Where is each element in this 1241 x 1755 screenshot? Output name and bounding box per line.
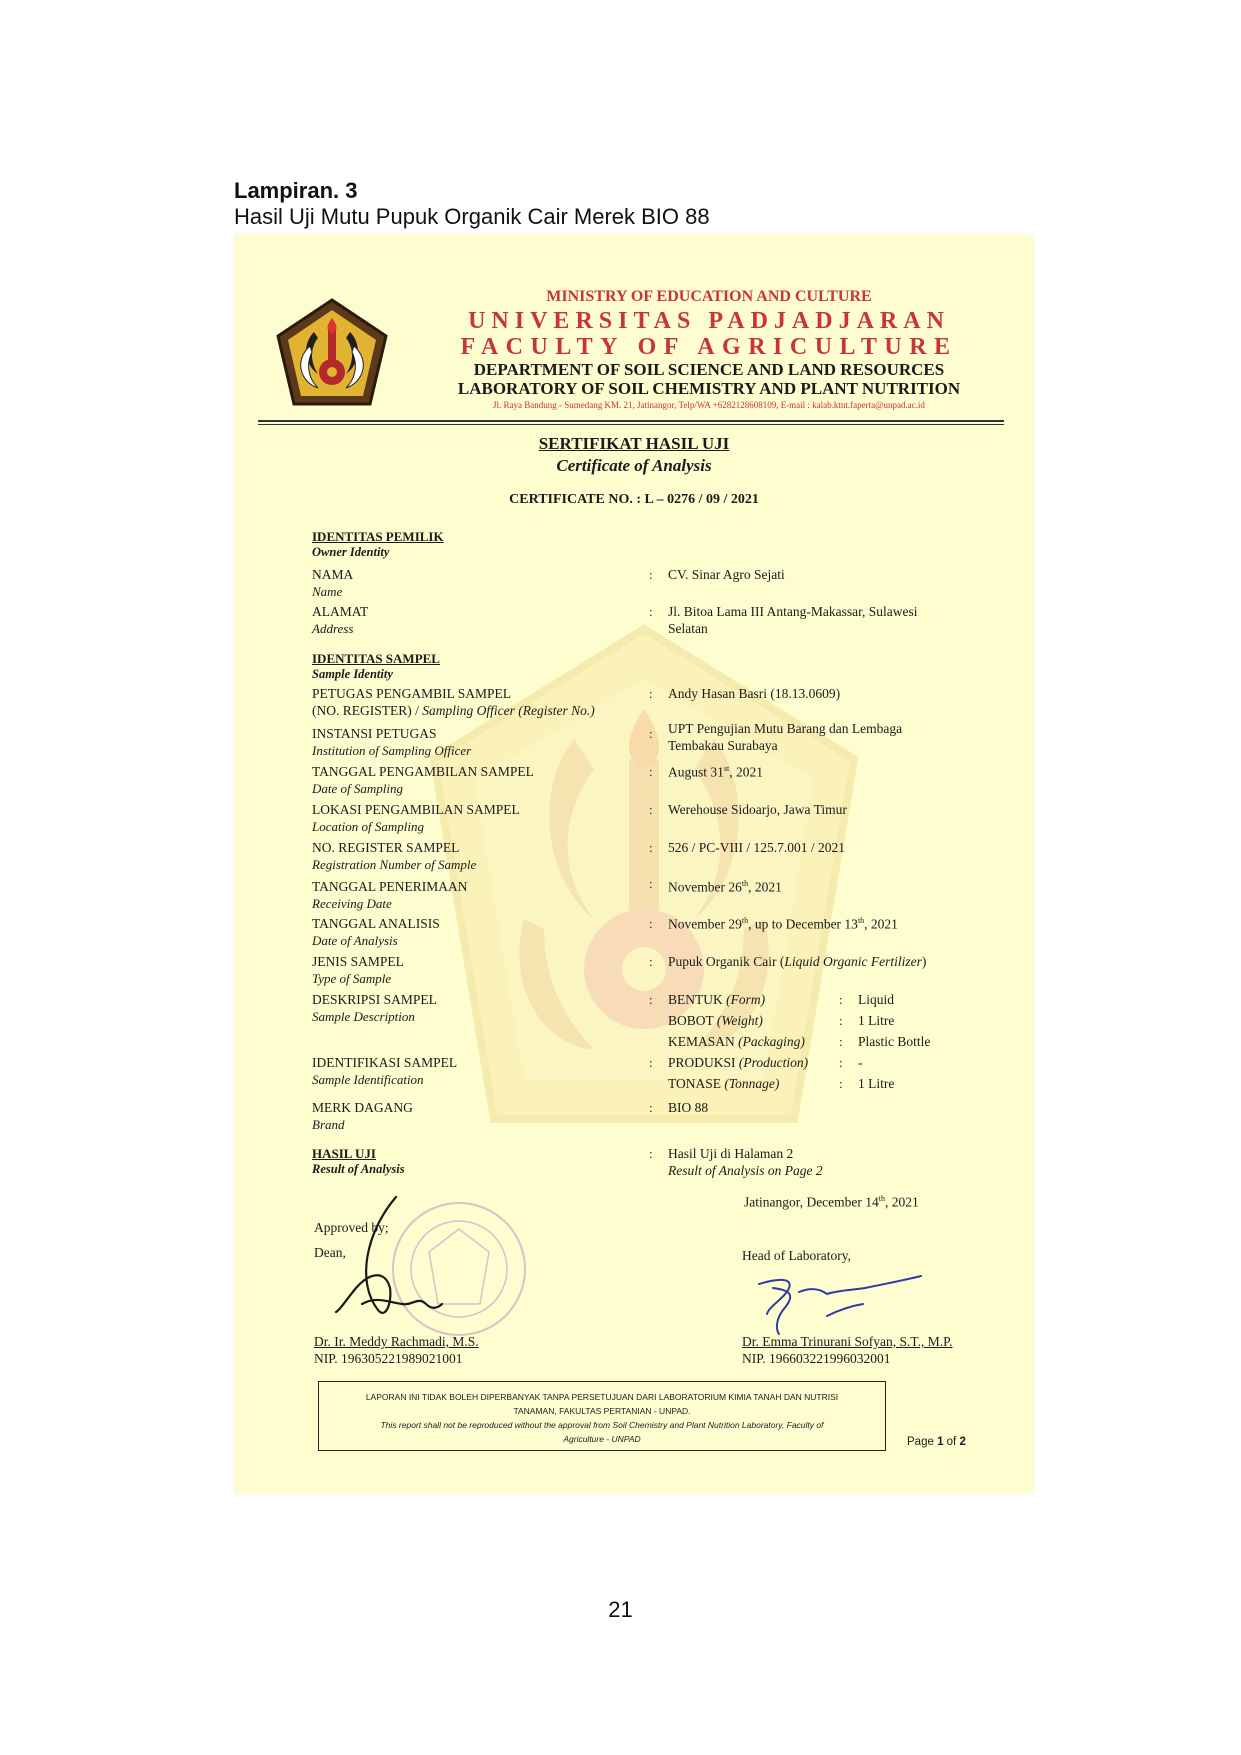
certificate-title: SERTIFIKAT HASIL UJI [538,434,730,453]
detail-key: BENTUK [668,992,723,1007]
name-label-en: Name [312,584,343,599]
colon: : [839,1034,843,1049]
sampling-date-value [668,764,763,781]
lampiran-subheading: Hasil Uji Mutu Pupuk Organik Cair Merek BIO 88 [234,204,710,229]
detail-key-en: (Production) [738,1055,809,1070]
address-label-en: Address [312,621,354,636]
receiving-day: November 26 [668,879,742,895]
detail-packaging-key [668,1034,805,1050]
result-section-title-en: Result of Analysis [312,1162,405,1176]
register-value: 526 / PC-VIII / 125.7.001 / 2021 [668,840,845,855]
sampling-date-label-en: Date of Sampling [312,781,403,796]
detail-key-en: (Weight) [716,1013,763,1028]
officer-label-en: Sampling Officer (Register No.) [422,703,595,718]
place-date-year: , 2021 [885,1194,919,1210]
receiving-sup: th [741,879,749,888]
detail-weight-key [668,1013,763,1029]
colon: : [649,1055,653,1070]
place-date-text: Jatinangor, December 14 [744,1194,879,1210]
colon: : [839,992,843,1007]
colon: : [649,1100,653,1115]
detail-key: BOBOT [668,1013,714,1028]
page-label: Page [907,1436,938,1448]
colon: : [649,604,653,619]
analysis-date-label-en: Date of Analysis [312,933,398,948]
header-department: DEPARTMENT OF SOIL SCIENCE AND LAND RESOURCES [473,360,945,379]
sampling-date-day: August 31 [668,764,724,780]
result-section-title: HASIL UJI [312,1146,376,1161]
type-label-en: Type of Sample [312,971,392,986]
location-label: LOKASI PENGAMBILAN SAMPEL [312,802,520,817]
address-value: Jl. Bitoa Lama III Antang-Makassar, Sulawesi [668,604,918,619]
notice-line: TANAMAN, FAKULTAS PERTANIAN - UNPAD. [513,1406,691,1416]
page-total: 2 [959,1436,966,1448]
certificate-subtitle: Certificate of Analysis [556,456,712,475]
sample-section-title-en: Sample Identity [312,667,393,681]
header-divider [258,420,1004,422]
page-of: of [943,1436,960,1448]
description-label-en: Sample Description [312,1009,415,1024]
institution-value: UPT Pengujian Mutu Barang dan Lembaga [668,721,903,736]
certificate-number: CERTIFICATE NO. : L – 0276 / 09 / 2021 [509,492,759,507]
approved-by: Approved by; [314,1220,389,1235]
colon: : [649,840,653,855]
analysis-date-label: TANGGAL ANALISIS [312,916,440,931]
receiving-year: , 2021 [748,879,782,895]
result-value-en: Result of Analysis on Page 2 [668,1163,823,1178]
certificate-scan [234,234,1034,1494]
detail-form-key [668,992,765,1008]
dean-title: Dean, [314,1245,346,1260]
analysis-start: November 29 [668,916,742,932]
analysis-sup-a: th [741,916,749,925]
detail-key: TONASE [668,1076,722,1091]
header-address: Jl. Raya Bandung - Sumedang KM. 21, Jatinangor, Telp/WA +6282128608109, E-mail : kalab.ktnt.faperta@unpad.ac.id [493,400,925,410]
receiving-value [668,879,782,896]
head-title: Head of Laboratory, [742,1248,851,1263]
sampling-date-label: TANGGAL PENGAMBILAN SAMPEL [312,764,534,779]
description-label: DESKRIPSI SAMPEL [312,992,437,1007]
detail-key: PRODUKSI [668,1055,736,1070]
lampiran-heading: Lampiran. 3 [234,178,358,203]
colon: : [649,567,653,582]
type-value-close: ) [921,954,927,969]
dean-nip: NIP. 196305221989021001 [314,1351,463,1366]
certificate-page-indicator [907,1436,966,1448]
head-nip: NIP. 196603221996032001 [742,1351,891,1366]
address-value-cont: Selatan [668,621,708,636]
institution-label-en: Institution of Sampling Officer [312,743,472,758]
place-date [744,1194,919,1211]
page-current: 1 [937,1436,944,1448]
name-value: CV. Sinar Agro Sejati [668,567,785,582]
dean-name: Dr. Ir. Meddy Rachmadi, M.S. [314,1334,479,1349]
receiving-label: TANGGAL PENERIMAAN [312,879,468,894]
colon: : [649,802,653,817]
type-value-id: Pupuk Organik Cair ( [668,954,785,969]
institution-value-cont: Tembakau Surabaya [668,738,778,753]
detail-key-en: (Form) [726,992,766,1007]
sampling-date-year: , 2021 [729,764,763,780]
officer-label-2 [312,703,595,719]
page-number: 21 [608,1597,633,1622]
brand-value: BIO 88 [668,1100,709,1115]
analysis-end: , up to December 13 [748,916,858,932]
register-label-en: Registration Number of Sample [312,857,477,872]
notice-line: LAPORAN INI TIDAK BOLEH DIPERBANYAK TANPA PERSETUJUAN DARI LABORATORIUM KIMIA TANAH DAN NUTRISI [365,1392,839,1402]
colon: : [649,1146,653,1161]
header-laboratory: LABORATORY OF SOIL CHEMISTRY AND PLANT NUTRITION [457,379,961,398]
owner-section-title: IDENTITAS PEMILIK [312,529,444,544]
location-value: Werehouse Sidoarjo, Jawa Timur [668,802,847,817]
analysis-sup-b: th [857,916,865,925]
type-label: JENIS SAMPEL [312,954,404,969]
head-name: Dr. Emma Trinurani Sofyan, S.T., M.P. [742,1334,953,1349]
notice-line-en: Agriculture - UNPAD [563,1434,641,1444]
sample-section-title: IDENTITAS SAMPEL [312,651,440,666]
location-label-en: Location of Sampling [312,819,424,834]
type-value-en: Liquid Organic Fertilizer [784,954,922,969]
sampling-date-sup: st [723,764,730,773]
colon: : [839,1076,843,1091]
detail-production-value: - [858,1055,863,1070]
register-label: NO. REGISTER SAMPEL [312,840,460,855]
colon: : [839,1013,843,1028]
colon: : [649,726,653,741]
colon: : [649,764,653,779]
type-value [668,954,926,970]
result-value: Hasil Uji di Halaman 2 [668,1146,794,1161]
brand-label-en: Brand [312,1117,345,1132]
analysis-date-value [668,916,898,933]
address-label: ALAMAT [312,604,369,619]
head-signature-icon [749,1254,929,1344]
institution-label: INSTANSI PETUGAS [312,726,437,741]
detail-form-value: Liquid [858,992,894,1007]
identification-label: IDENTIFIKASI SAMPEL [312,1055,458,1070]
detail-key-en: (Tonnage) [724,1076,780,1091]
detail-tonnage-key [668,1076,779,1092]
receiving-label-en: Receiving Date [312,896,392,911]
brand-label: MERK DAGANG [312,1100,413,1115]
colon: : [839,1055,843,1070]
dean-signature-icon [326,1192,486,1342]
detail-packaging-value: Plastic Bottle [858,1034,931,1049]
colon: : [649,686,653,701]
colon: : [649,954,653,969]
name-label: NAMA [312,567,354,582]
detail-key: KEMASAN [668,1034,735,1049]
officer-label-register: (NO. REGISTER) / [312,703,419,718]
identification-label-en: Sample Identification [312,1072,424,1087]
officer-value: Andy Hasan Basri (18.13.0609) [668,686,841,701]
colon: : [649,876,653,891]
officer-label: PETUGAS PENGAMBIL SAMPEL [312,686,512,701]
analysis-year: , 2021 [864,916,898,932]
detail-key-en: (Packaging) [738,1034,805,1049]
header-divider-thin [258,424,1004,425]
place-date-sup: th [878,1194,886,1203]
reproduction-notice [318,1381,886,1451]
colon: : [649,992,653,1007]
colon: : [649,916,653,931]
detail-weight-value: 1 Litre [858,1013,895,1028]
owner-section-title-en: Owner Identity [312,545,390,559]
header-university: UNIVERSITAS PADJADJARAN [468,308,950,334]
detail-tonnage-value: 1 Litre [858,1076,895,1091]
notice-line-en: This report shall not be reproduced without the approval from Soil Chemistry and Plant Nutrition Laboratory, Faculty of [380,1420,824,1430]
header-faculty: FACULTY OF AGRICULTURE [460,334,958,360]
detail-production-key [668,1055,808,1071]
header-ministry: MINISTRY OF EDUCATION AND CULTURE [546,288,872,305]
